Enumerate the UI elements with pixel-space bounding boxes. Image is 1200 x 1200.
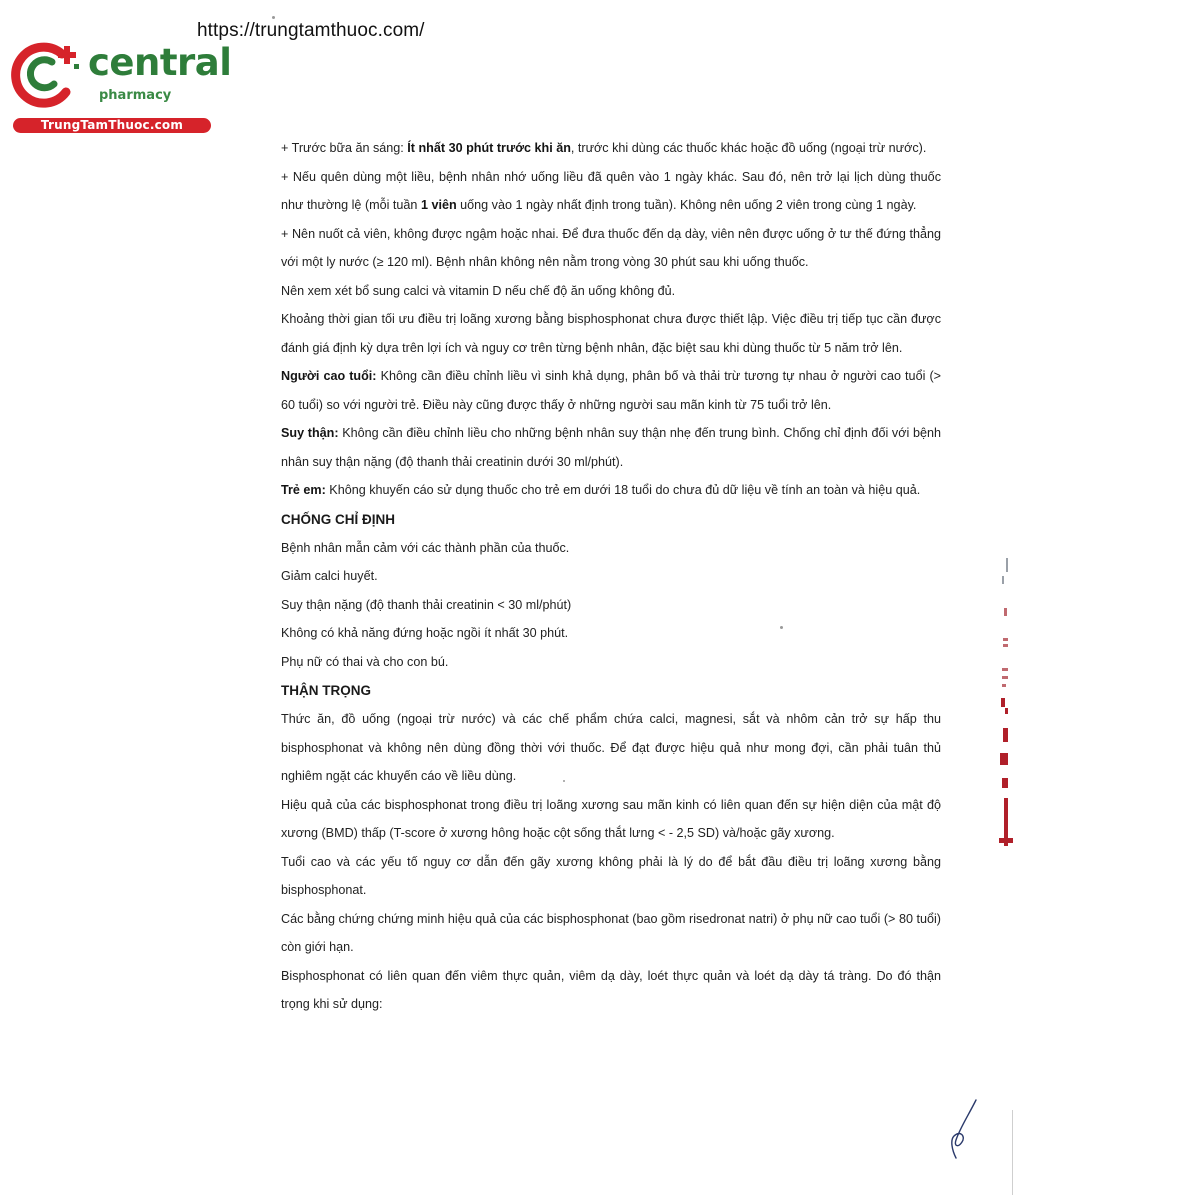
paragraph-text: , trước khi dùng các thuốc khác hoặc đồ uống (ngoại trừ nước). [570, 141, 927, 155]
paragraph-bmd: Hiệu quả của các bisphosphonat trong điều trị loãng xương sau mãn kinh có liên quan đến sự hiện diện của mật độ xương (BMD) thấp (T-score ở xương hông hoặc cột sống thắt lưng < - 2,5 SD) và/hoặc gãy xương. [281, 797, 941, 840]
paragraph-gi-effects: Bisphosphonat có liên quan đến viêm thực quản, viêm dạ dày, loét thực quản và loét dạ dày tá tràng. Do đó thận trọng khi sử dụng: [281, 968, 941, 1011]
list-item: Bệnh nhân mẫn cảm với các thành phần của thuốc. [281, 540, 570, 555]
logo-wordmark: central [88, 41, 232, 84]
list-item: Phụ nữ có thai và cho con bú. [281, 654, 449, 669]
paragraph-text: + Nếu quên dùng một liều, bệnh nhân nhớ uống liều đã quên vào 1 ngày khác. Sau đó, nên trở lại lịch dùng thuốc như thường lệ (mỗi tuần [281, 169, 941, 212]
bold-label: Trẻ em: [281, 483, 326, 497]
paragraph-text: Không cần điều chỉnh liều vì sinh khả dụng, phân bố và thải trừ tương tự nhau ở người cao tuổi (> 60 tuổi) so với người trẻ. Điều này cũng được thấy ở những người sau mãn kinh từ 75 tuổi trở lên. [281, 369, 941, 412]
paragraph-swallow: + Nên nuốt cả viên, không được ngậm hoặc nhai. Để đưa thuốc đến dạ dày, viên nên được uống ở tư thế đứng thẳng với một ly nước (≥ 120 ml). Bệnh nhân không nên nằm trong vòng 30 phút sau khi uống thuốc. [281, 226, 941, 269]
paragraph-food-interaction: Thức ăn, đồ uống (ngoại trừ nước) và các chế phẩm chứa calci, magnesi, sắt và nhôm cản trở sự hấp thu bisphosphonat và không nên dùng đồng thời với thuốc. Để đạt được hiệu quả như mong đợi, cần phải tuân thủ nghiêm ngặt các khuyến cáo về liều dùng. [281, 712, 941, 783]
bold-label: Suy thận: [281, 426, 339, 440]
scan-speck [272, 16, 275, 19]
source-url[interactable]: https://trungtamthuoc.com/ [197, 20, 425, 41]
pharmacy-c-cross-icon [10, 38, 86, 110]
margin-stamp-marks [990, 548, 1030, 858]
list-item: Giảm calci huyết. [281, 569, 378, 583]
scan-edge-line [1012, 1110, 1013, 1195]
paragraph-text: Không khuyến cáo sử dụng thuốc cho trẻ em dưới 18 tuổi do chưa đủ dữ liệu về tính an toàn và hiệu quả. [325, 483, 921, 497]
document-body [281, 134, 941, 1019]
paragraph-elderly-evidence: Các bằng chứng chứng minh hiệu quả của các bisphosphonat (bao gồm risedronat natri) ở phụ nữ cao tuổi (> 80 tuổi) còn giới hạn. [281, 911, 941, 954]
heading-precautions: THẬN TRỌNG [281, 683, 371, 698]
logo-site-banner: TrungTamThuoc.com [13, 118, 211, 133]
paragraph-renal [281, 419, 941, 476]
bold-text: Ít nhất 30 phút trước khi ăn [407, 141, 571, 155]
list-item: Không có khả năng đứng hoặc ngồi ít nhất 30 phút. [281, 626, 569, 640]
list-item: Suy thận nặng (độ thanh thải creatinin < 30 ml/phút) [281, 597, 572, 612]
scan-speck [780, 626, 783, 629]
paragraph-age-risk: Tuổi cao và các yếu tố nguy cơ dẫn đến gãy xương không phải là lý do để bắt đầu điều trị loãng xương bằng bisphosphonat. [281, 854, 941, 897]
paragraph-children [281, 476, 941, 505]
logo-subtitle: pharmacy [99, 88, 172, 103]
paragraph-text: uống vào 1 ngày nhất định trong tuần). Không nên uống 2 viên trong cùng 1 ngày. [456, 198, 917, 212]
paragraph-calcium: Nên xem xét bổ sung calci và vitamin D nếu chế độ ăn uống không đủ. [281, 283, 676, 298]
paragraph-elderly [281, 362, 941, 419]
heading-contraindications: CHỐNG CHỈ ĐỊNH [281, 511, 395, 527]
scan-speck [563, 780, 565, 782]
paragraph-duration: Khoảng thời gian tối ưu điều trị loãng xương bằng bisphosphonat chưa được thiết lập. Việc điều trị tiếp tục cần được đánh giá định kỳ dựa trên lợi ích và nguy cơ trên từng bệnh nhân, đặc biệt sau khi dùng thuốc từ 5 năm trở lên. [281, 312, 941, 355]
signature-scribble [946, 1096, 980, 1162]
bold-text: 1 viên [420, 198, 457, 212]
bold-label: Người cao tuổi: [281, 369, 377, 383]
paragraph-text: + Trước bữa ăn sáng: [281, 141, 408, 155]
paragraph-missed-dose [281, 163, 941, 220]
paragraph-text: Không cần điều chỉnh liều cho những bệnh nhân suy thận nhẹ đến trung bình. Chống chỉ định đối với bệnh nhân suy thận nặng (độ thanh thải creatinin dưới 30 ml/phút). [281, 426, 941, 469]
paragraph-breakfast [281, 134, 941, 163]
central-pharmacy-logo[interactable] [10, 38, 232, 138]
